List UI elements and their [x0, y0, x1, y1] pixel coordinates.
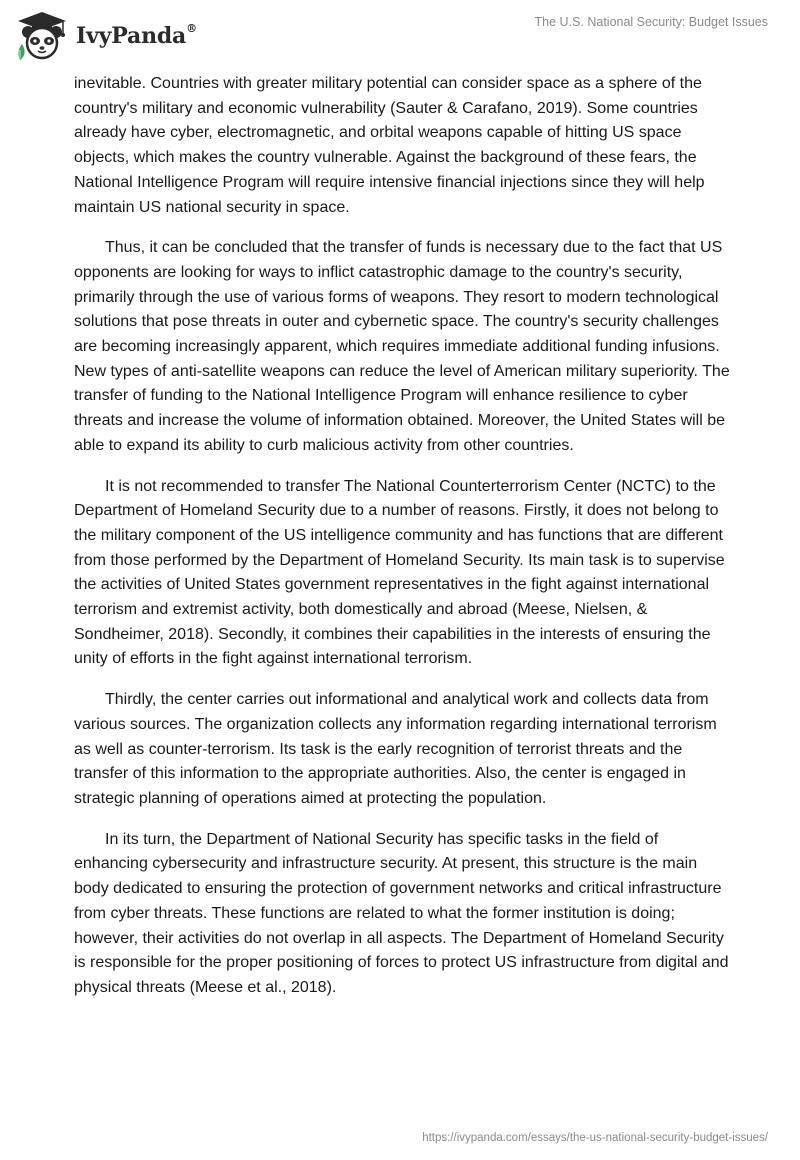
page-header	[0, 0, 800, 70]
registered-mark: ®	[186, 21, 197, 35]
ivypanda-logo[interactable]	[14, 10, 197, 62]
paragraph-3: It is not recommended to transfer The National Counterterrorism Center (NCTC) to the Department of Homeland Security due to a number of reasons. Firstly, it does not belong to the military component of the US intelligence community and has functions that are different from those performed by the Department of Homeland Security. Its main task is to supervise the activities of United States government representatives in the fight against international terrorism and extremist activity, both domestically and abroad (Meese, Nielsen, & Sondheimer, 2018). Secondly, it combines their capabilities in the interests of ensuring the unity of efforts in the fight against international terrorism.	[74, 477, 725, 668]
essay-body	[74, 72, 734, 1017]
paragraph-5: In its turn, the Department of National Security has specific tasks in the field of enhancing cybersecurity and infrastructure security. At present, this structure is the main body dedicated to ensuring the protection of government networks and critical infrastructure from cyber threats. These functions are related to what the former institution is doing; however, their activities do not overlap in all aspects. The Department of Homeland Security is responsible for the proper positioning of forces to protect US infrastructure from digital and physical threats (Meese et al., 2018).	[74, 830, 729, 996]
brand-name: IvyPanda®	[76, 21, 197, 49]
paragraph-1: inevitable. Countries with greater military potential can consider space as a sphere of the country's military and economic vulnerability (Sauter & Carafano, 2019). Some countries already have cyber, electromagnetic, and orbital weapons capable of hitting US space objects, which makes the country vulnerable. Against the background of these fears, the National Intelligence Program will require intensive financial injections since they will help maintain US national security in space.	[74, 75, 705, 216]
source-url[interactable]: https://ivypanda.com/essays/the-us-national-security-budget-issues/	[422, 1132, 768, 1144]
paragraph-2: Thus, it can be concluded that the transfer of funds is necessary due to the fact that US opponents are looking for ways to inflict catastrophic damage to the country's security, primarily through the use of various forms of weapons. They resort to modern technological solutions that pose threats in outer and cybernetic space. The country's security challenges are becoming increasingly apparent, which requires immediate additional funding infusions. New types of anti-satellite weapons can reduce the level of American military superiority. The transfer of funding to the National Intelligence Program will enhance resilience to cyber threats and increase the volume of information obtained. Moreover, the United States will be able to expand its ability to curb malicious activity from other countries.	[74, 239, 730, 454]
paragraph-4: Thirdly, the center carries out informational and analytical work and collects data from various sources. The organization collects any information regarding international terrorism as well as counter-terrorism. Its task is the early recognition of terrorist threats and the transfer of this information to the appropriate authorities. Also, the center is engaged in strategic planning of operations aimed at protecting the population.	[74, 691, 717, 807]
document-title: The U.S. National Security: Budget Issues	[534, 15, 768, 29]
panda-graduate-icon	[14, 10, 70, 62]
